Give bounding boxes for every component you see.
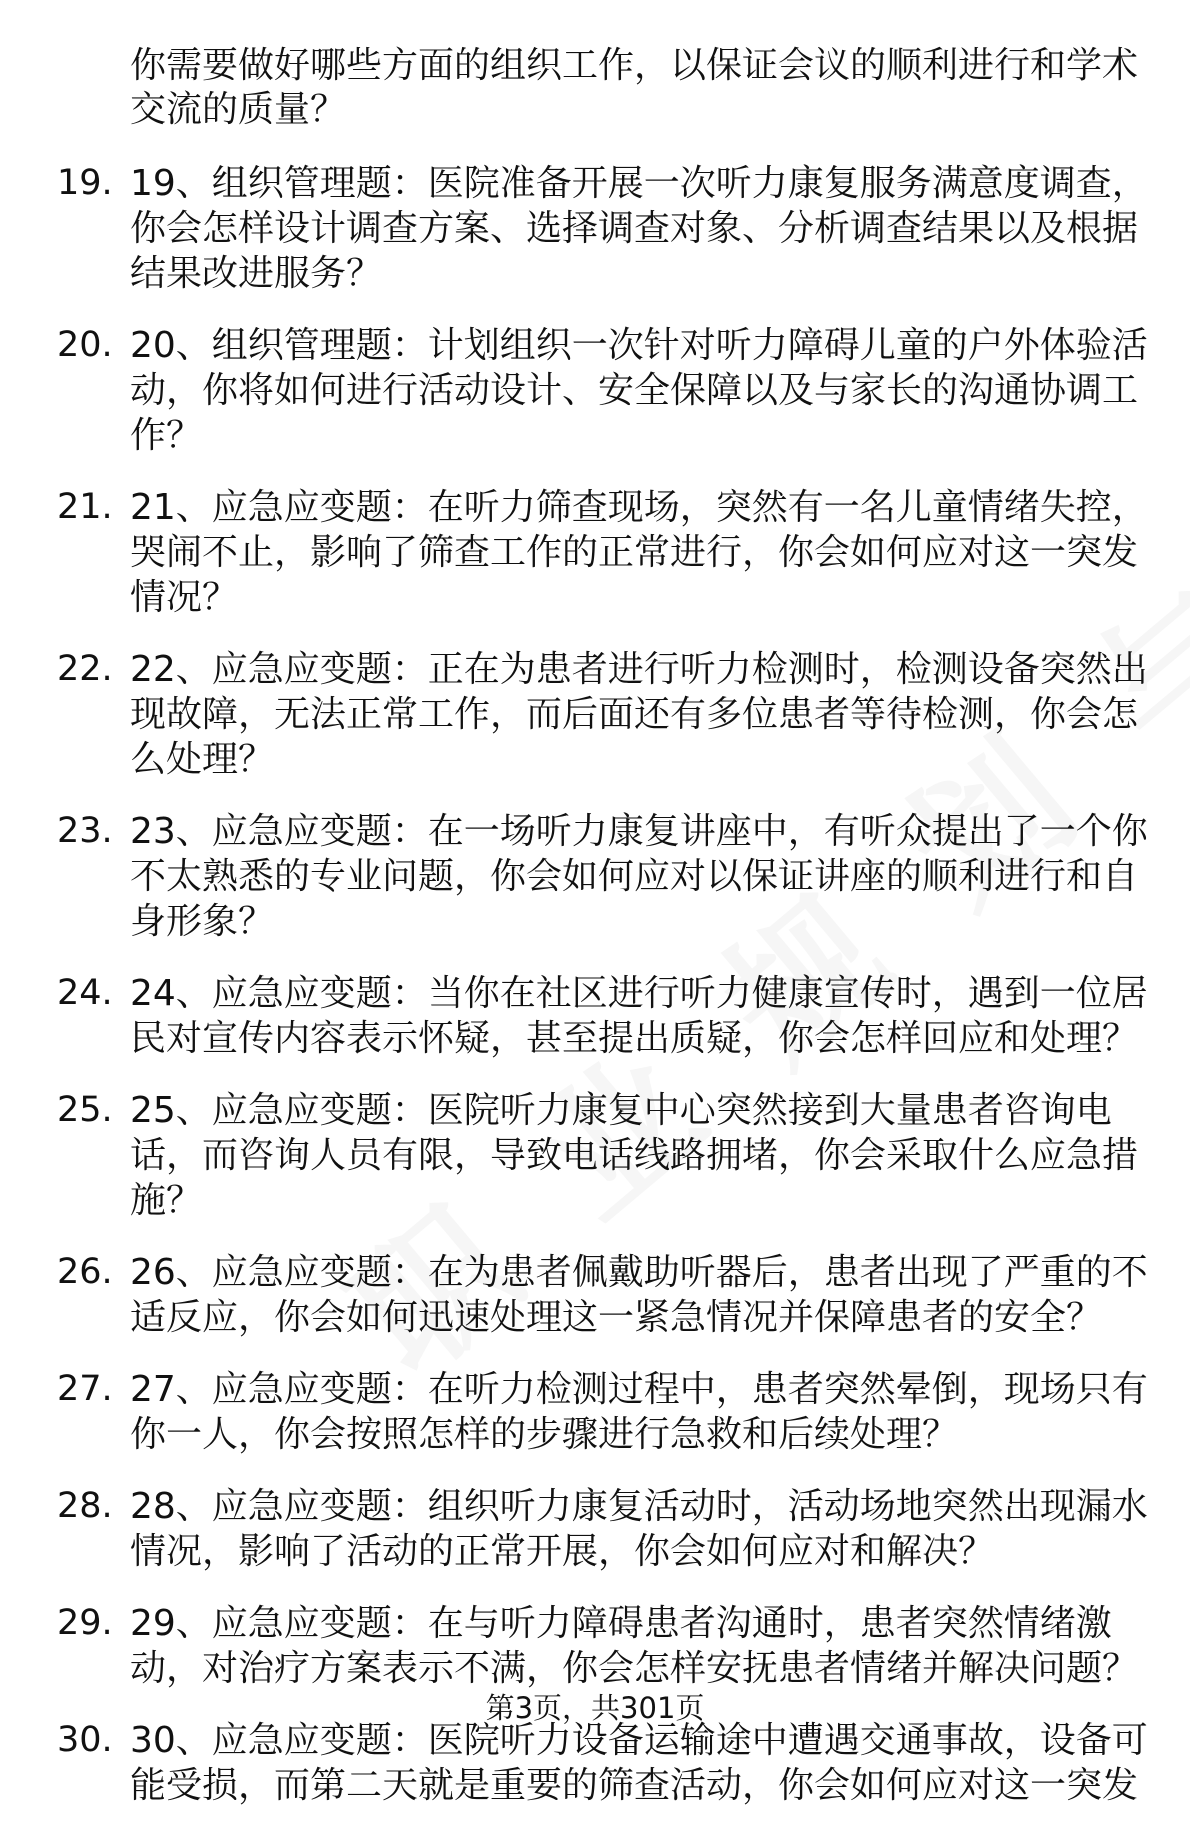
list-item: [0, 1601, 1190, 1691]
item-number: 27.: [57, 1369, 113, 1409]
page-number-footer: 第3页，共301页: [485, 1691, 705, 1725]
list-item: [0, 1718, 1190, 1808]
item-number: 29.: [57, 1603, 113, 1643]
continued-question-text: 你需要做好哪些方面的组织工作，以保证会议的顺利进行和学术交流的质量？: [130, 45, 1139, 130]
item-text: 24、应急应变题：当你在社区进行听力健康宣传时，遇到一位居民对宣传内容表示怀疑，甚至提出质疑，你会怎样回应和处理？: [130, 973, 1148, 1059]
item-number: 30.: [57, 1720, 113, 1760]
item-text: 27、应急应变题：在听力检测过程中，患者突然晕倒，现场只有你一人，你会按照怎样的步骤进行急救和后续处理？: [130, 1369, 1148, 1455]
item-number: 23.: [57, 811, 113, 851]
item-number: 19.: [57, 163, 113, 203]
item-number: 28.: [57, 1486, 113, 1526]
list-item: [0, 161, 1190, 296]
item-text: 26、应急应变题：在为患者佩戴助听器后，患者出现了严重的不适反应，你会如何迅速处理这一紧急情况并保障患者的安全？: [130, 1252, 1148, 1338]
item-number: 26.: [57, 1252, 113, 1292]
item-text: 20、组织管理题：计划组织一次针对听力障碍儿童的户外体验活动，你将如何进行活动设计、安全保障以及与家长的沟通协调工作？: [130, 325, 1148, 456]
list-item: [0, 1088, 1190, 1223]
item-text: 28、应急应变题：组织听力康复活动时，活动场地突然出现漏水情况，影响了活动的正常开展，你会如何应对和解决？: [130, 1486, 1148, 1572]
item-number: 20.: [57, 325, 113, 365]
item-number: 25.: [57, 1090, 113, 1130]
list-item: [0, 323, 1190, 458]
item-number: 21.: [57, 487, 113, 527]
item-text: 29、应急应变题：在与听力障碍患者沟通时，患者突然情绪激动，对治疗方案表示不满，你会怎样安抚患者情绪并解决问题？: [130, 1603, 1139, 1689]
item-text: 21、应急应变题：在听力筛查现场，突然有一名儿童情绪失控，哭闹不止，影响了筛查工作的正常进行，你会如何应对这一突发情况？: [130, 487, 1148, 618]
list-item: [0, 1484, 1190, 1574]
item-number: 24.: [57, 973, 113, 1013]
item-text: 30、应急应变题：医院听力设备运输途中遭遇交通事故，设备可能受损，而第二天就是重要的筛查活动，你会如何应对这一突发: [130, 1720, 1148, 1806]
list-item: [0, 647, 1190, 782]
list-item: [0, 1367, 1190, 1457]
item-text: 22、应急应变题：正在为患者进行听力检测时，检测设备突然出现故障，无法正常工作，而后面还有多位患者等待检测，你会怎么处理？: [130, 649, 1148, 780]
list-item: [0, 809, 1190, 944]
item-text: 25、应急应变题：医院听力康复中心突然接到大量患者咨询电话，而咨询人员有限，导致电话线路拥堵，你会采取什么应急措施？: [130, 1090, 1139, 1221]
item-text: 19、组织管理题：医院准备开展一次听力康复服务满意度调查，你会怎样设计调查方案、选择调查对象、分析调查结果以及根据结果改进服务？: [130, 163, 1148, 294]
list-item: [0, 485, 1190, 620]
list-item: [0, 1250, 1190, 1340]
item-number: 22.: [57, 649, 113, 689]
list-item: [0, 971, 1190, 1061]
question-list: [0, 44, 1190, 1835]
item-text: 23、应急应变题：在一场听力康复讲座中，有听众提出了一个你不太熟悉的专业问题，你会如何应对以保证讲座的顺利进行和自身形象？: [130, 811, 1148, 942]
